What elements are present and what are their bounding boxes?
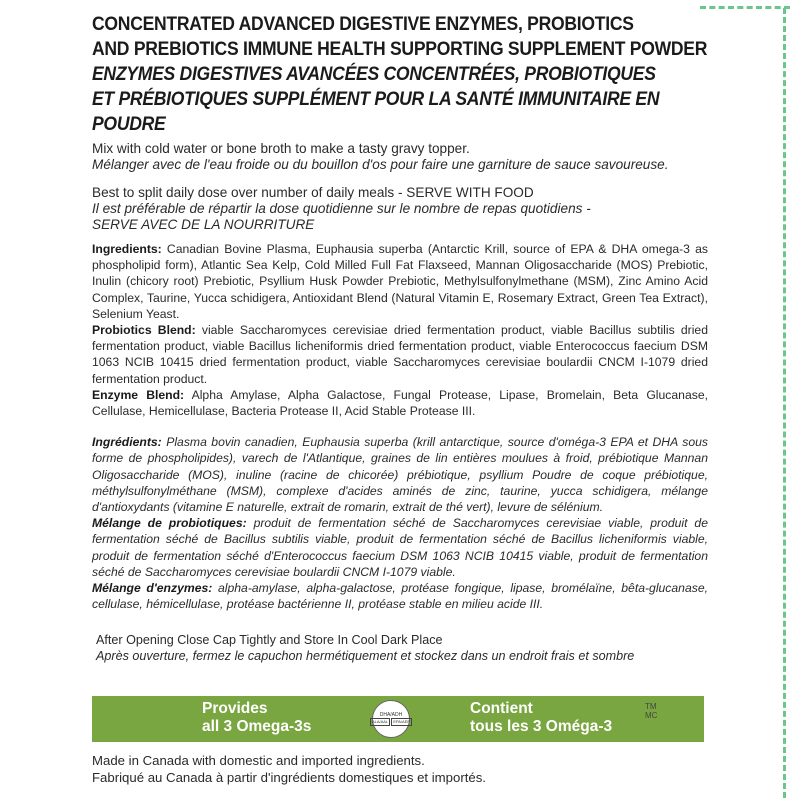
title-fr-line1: ENZYMES DIGESTIVES AVANCÉES CONCENTRÉES, PROBIOTIQUES [92,63,656,85]
band-contient-line2: tous les 3 Oméga-3 [470,718,613,735]
enzymes-fr-label: Mélange d'enzymes: [92,581,213,596]
band-contient-fr [470,700,612,736]
omega3-band [92,696,704,742]
border-top [700,6,790,9]
title-fr-line2: ET PRÉBIOTIQUES SUPPLÉMENT POUR LA SANTÉ IMMUNITAIRE EN POUDRE [92,88,660,135]
english-ingredients-section [92,241,708,419]
enzymes-en [92,387,708,419]
ingredients-en-label: Ingredients: [92,242,162,256]
serve-instructions-en: Best to split daily dose over number of daily meals - SERVE WITH FOOD [92,185,534,200]
badge-dha: DHA/ADH [379,712,403,718]
ingredients-fr-text: Plasma bovin canadien, Euphausia superba (krill antarctique, source d'oméga-3 EPA et DHA sous forme de phospholipides), varech de l'Atlantique, graines de lin entières moulues à froid, prébiotique Mannan Oligosaccharide (MOS), inuline (racine de chicorée) prébiotique, psyllium Poudre de coque prébiotique, méthylsulfonylméthane (MSM), complexe d'acides aminés de zinc, taurine, yucca schidigera, mélange d'antioxydants (vitamine E naturelle, extrait de romarin, extrait de thé vert), levure de sélénium. [92,435,708,515]
serve-instructions-fr-2: SERVE AVEC DE LA NOURRITURE [92,217,315,232]
origin-statement [92,752,486,786]
mix-instructions-en: Mix with cold water or bone broth to make a tasty gravy topper. [92,141,470,156]
storage-fr: Après ouverture, fermez le capuchon hermétiquement et stockez dans un endroit frais et sombre [96,649,635,664]
storage-en: After Opening Close Cap Tightly and Store In Cool Dark Place [96,633,443,648]
tm-text: TM [645,702,657,711]
enzymes-fr-text: alpha-amylase, alpha-galactose, protéase fongique, lipase, bromélaïne, bêta-glucanase, cellulase, hémicellulase, protéase bactérienne II, protéase stable en milieu acide III. [92,581,708,612]
border-right [783,8,786,798]
origin-fr: Fabriqué au Canada à partir d'ingrédients domestiques et importés. [92,770,486,785]
title-en-line1: CONCENTRATED ADVANCED DIGESTIVE ENZYMES, PROBIOTICS [92,13,634,35]
mc-text: MC [645,711,658,720]
ingredients-fr-label: Ingrédients: [92,435,162,450]
omega3-badge-icon [372,700,410,738]
serve-instructions-fr-1: Il est préférable de répartir la dose quotidienne sur le nombre de repas quotidiens - [92,201,591,216]
ingredients-fr [92,434,708,515]
ingredients-en-text: Canadian Bovine Plasma, Euphausia superba (Antarctic Krill, source of EPA & DHA omega-3 as phospholipid form), Atlantic Sea Kelp, Cold Milled Full Fat Flaxseed, Mannan Oligosaccharide (MOS) Prebiotic, Inulin (chicory root) Prebiotic, Psyllium Husk Powder Prebiotic, Methylsulfonylmethane (MSM), Zinc Amino Acid Complex, Taurine, Yucca schidigera, Antioxidant Blend (Natural Vitamin E, Rosemary Extract, Green Tea Extract), Selenium Yeast. [92,242,708,321]
enzymes-en-text: Alpha Amylase, Alpha Galactose, Fungal Protease, Lipase, Bromelain, Beta Glucanase, Cellulase, Hemicellulase, Bacteria Protease II, Acid Stable Protease III. [92,387,708,419]
storage-instructions [92,632,708,664]
badge-row [370,718,412,726]
badge-ala: ALA/AAL [371,719,389,724]
label-content [92,12,708,664]
band-contient-line1: Contient [470,700,533,717]
enzymes-en-label: Enzyme Blend: [92,387,185,402]
probiotics-en [92,322,708,387]
probiotics-fr-text: produit de fermentation séché de Saccharomyces cerevisiae viable, produit de fermentation séché de Bacillus subtilis viable, produit de fermentation séché de Bacillus licheniformis viable, produit de fermentation séché d'Enterococcus faecium DSM 1063 NCIB 10415 viable, produit de fermentation séché de Saccharomyces cerevisiae boulardii CNCM I-1079 viable. [92,516,708,579]
probiotics-fr-label: Mélange de probiotiques: [92,516,247,531]
probiotics-en-label: Probiotics Blend: [92,323,196,338]
probiotics-en-text: viable Saccharomyces cerevisiae dried fermentation product, viable Bacillus subtilis dried fermentation product, viable Bacillus licheniformis dried fermentation product, viable Enterococcus faecium DSM 1063 NCIB 10415 dried fermentation product, viable Saccharomyces cerevisiae boulardii CNCM I-1079 dried fermentation product. [92,323,708,386]
ingredients-en [92,241,708,322]
badge-epa: EPA/AEP [393,719,411,724]
band-provides-line2: all 3 Omega-3s [202,718,312,735]
probiotics-fr [92,515,708,580]
band-provides-en [202,700,311,736]
origin-en: Made in Canada with domestic and imported ingredients. [92,753,425,768]
enzymes-fr [92,580,708,612]
band-provides-line1: Provides [202,700,268,717]
french-ingredients-section [92,434,708,612]
title-en-line2: AND PREBIOTICS IMMUNE HEALTH SUPPORTING SUPPLEMENT POWDER [92,38,708,60]
mix-instructions-fr: Mélanger avec de l'eau froide ou du bouillon d'os pour faire une garniture de sauce savoureuse. [92,157,669,172]
trademark-mark [645,702,657,720]
